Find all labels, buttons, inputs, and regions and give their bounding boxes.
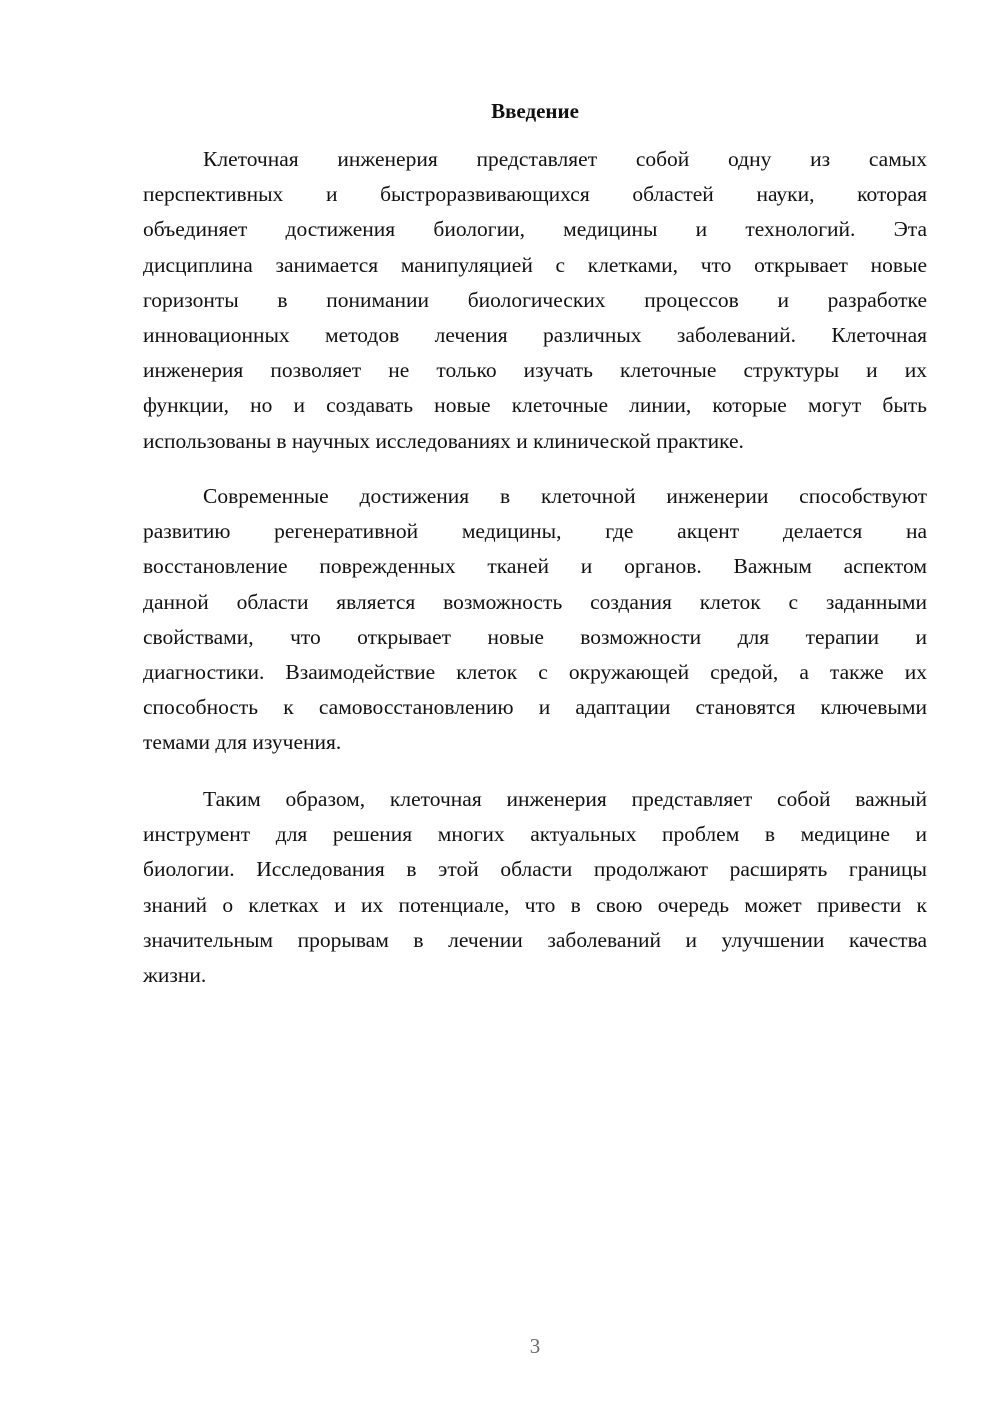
paragraph-1 — [143, 142, 927, 459]
text-line: восстановление поврежденных тканей и органов. Важным аспектом — [143, 554, 927, 579]
text-line: дисциплина занимается манипуляцией с клетками, что открывает новые — [143, 252, 927, 277]
text-line: значительным прорывам в лечении заболеваний и улучшении качества — [143, 927, 927, 952]
section-title: Введение — [491, 99, 579, 123]
text-line: диагностики. Взаимодействие клеток с окружающей средой, а также их — [143, 659, 927, 684]
text-line: биологии. Исследования в этой области продолжают расширять границы — [143, 857, 927, 882]
text-line: способность к самовосстановлению и адаптации становятся ключевыми — [143, 695, 927, 720]
text-line: инструмент для решения многих актуальных проблем в медицине и — [143, 822, 927, 847]
text-line: жизни. — [143, 962, 207, 987]
paragraph-2 — [143, 479, 927, 761]
text-line: данной области является возможность создания клеток с заданными — [143, 589, 927, 614]
text-line: свойствами, что открывает новые возможности для терапии и — [143, 624, 927, 649]
text-line: горизонты в понимании биологических процессов и разработке — [143, 287, 927, 312]
text-line: функции, но и создавать новые клеточные линии, которые могут быть — [143, 393, 927, 418]
text-line: темами для изучения. — [143, 730, 342, 755]
text-line: знаний о клетках и их потенциале, что в свою очередь может привести к — [143, 892, 927, 917]
paragraph-3 — [143, 782, 927, 993]
text-line: использованы в научных исследованиях и клинической практике. — [143, 428, 744, 453]
text-line: Клеточная инженерия представляет собой одну из самых — [203, 147, 927, 171]
text-line: Современные достижения в клеточной инженерии способствуют — [203, 484, 927, 508]
text-line: инновационных методов лечения различных заболеваний. Клеточная — [143, 322, 927, 347]
text-line: развитию регенеративной медицины, где акцент делается на — [143, 519, 927, 544]
text-line: объединяет достижения биологии, медицины и технологий. Эта — [143, 217, 927, 242]
page-number: 3 — [529, 1334, 541, 1358]
text-line: инженерия позволяет не только изучать клеточные структуры и их — [143, 358, 927, 383]
text-line: перспективных и быстроразвивающихся областей науки, которая — [143, 182, 927, 207]
text-line: Таким образом, клеточная инженерия представляет собой важный — [203, 787, 927, 811]
